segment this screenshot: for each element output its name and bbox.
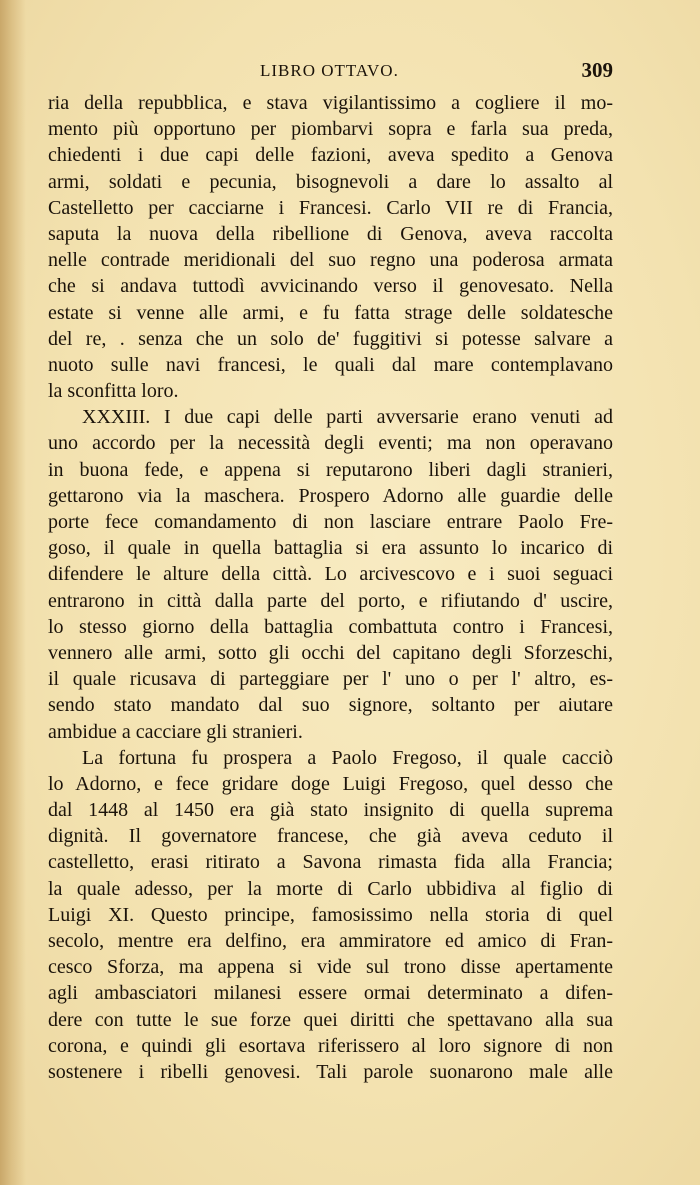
text-line: armi, soldati e pecunia, bisognevoli a dare lo assalto al [48,170,613,193]
text-line: lo Adorno, e fece gridare doge Luigi Fregoso, quel desso che [48,772,613,795]
text-line: la sconfitta loro. [48,380,179,403]
text-line: castelletto, erasi ritirato a Savona rimasta fida alla Francia; [48,851,613,874]
text-line: in buona fede, e appena si reputarono liberi dagli stranieri, [48,458,613,481]
text-line: saputa la nuova della ribellione di Genova, aveva raccolta [48,222,613,245]
spine-shadow [0,0,26,1185]
text-line: sendo stato mandato dal suo signore, soltanto per aiutare [48,694,613,717]
text-line: del re, . senza che un solo de' fuggitivi si potesse salvare a [48,327,613,350]
text-line: Luigi XI. Questo principe, famosissimo nella storia di quel [48,903,613,926]
page-header [48,58,613,86]
text-line: ria della repubblica, e stava vigilantissimo a cogliere il mo- [48,92,613,114]
text-line: dere con tutte le sue forze quei diritti che spettavano alla sua [48,1008,613,1031]
text-line: gettarono via la maschera. Prospero Adorno alle guardie delle [48,484,613,507]
text-line: difendere le alture della città. Lo arcivescovo e i suoi seguaci [48,563,613,586]
text-line: XXXIII. I due capi delle parti avversarie erano venuti ad [82,406,613,429]
text-line: corona, e quindi gli esortava riferissero al loro signore di non [48,1034,613,1057]
running-head: LIBRO OTTAVO. [260,61,399,80]
text-line: entrarono in città dalla parte del porto, e rifiutando d' uscire, [48,589,613,612]
text-line: uno accordo per la necessità degli eventi; ma non operavano [48,432,613,455]
text-line: nuoto sulle navi francesi, le quali dal mare contemplavano [48,353,613,376]
text-line: La fortuna fu prospera a Paolo Fregoso, il quale cacciò [82,746,613,769]
text-line: sostenere i ribelli genovesi. Tali parole suonarono male alle [48,1060,613,1083]
text-line: lo stesso giorno della battaglia combattuta contro i Francesi, [48,615,613,638]
text-line: dal 1448 al 1450 era già stato insignito di quella suprema [48,799,613,822]
text-line: la quale adesso, per la morte di Carlo ubbidiva al figlio di [48,877,613,900]
text-line: Castelletto per cacciarne i Francesi. Carlo VII re di Francia, [48,196,613,219]
text-line: agli ambasciatori milanesi essere ormai determinato a difen- [48,982,613,1005]
text-line: ambidue a cacciare gli stranieri. [48,720,303,743]
text-line: nelle contrade meridionali del suo regno una poderosa armata [48,249,613,272]
body-text [48,90,613,1085]
text-line: secolo, mentre era delfino, era ammiratore ed amico di Fran- [48,930,613,952]
text-line: mento più opportuno per piombarvi sopra e farla sua preda, [48,118,613,141]
page-number: 309 [581,58,613,82]
text-line: chiedenti i due capi delle fazioni, aveva spedito a Genova [48,144,613,167]
text-line: porte fece comandamento di non lasciare entrare Paolo Fre- [48,511,613,533]
text-line: dignità. Il governatore francese, che già aveva ceduto il [48,825,613,848]
text-line: che si andava tuttodì avvicinando verso il genovesato. Nella [48,275,613,298]
text-line: estate si venne alle armi, e fu fatta strage delle soldatesche [48,301,613,324]
text-line: il quale ricusava di parteggiare per l' uno o per l' altro, es- [48,668,613,691]
text-line: vennero alle armi, sotto gli occhi del capitano degli Sforzeschi, [48,641,613,664]
text-line: cesco Sforza, ma appena si vide sul trono disse apertamente [48,956,613,979]
text-line: goso, il quale in quella battaglia si era assunto lo incarico di [48,537,613,560]
